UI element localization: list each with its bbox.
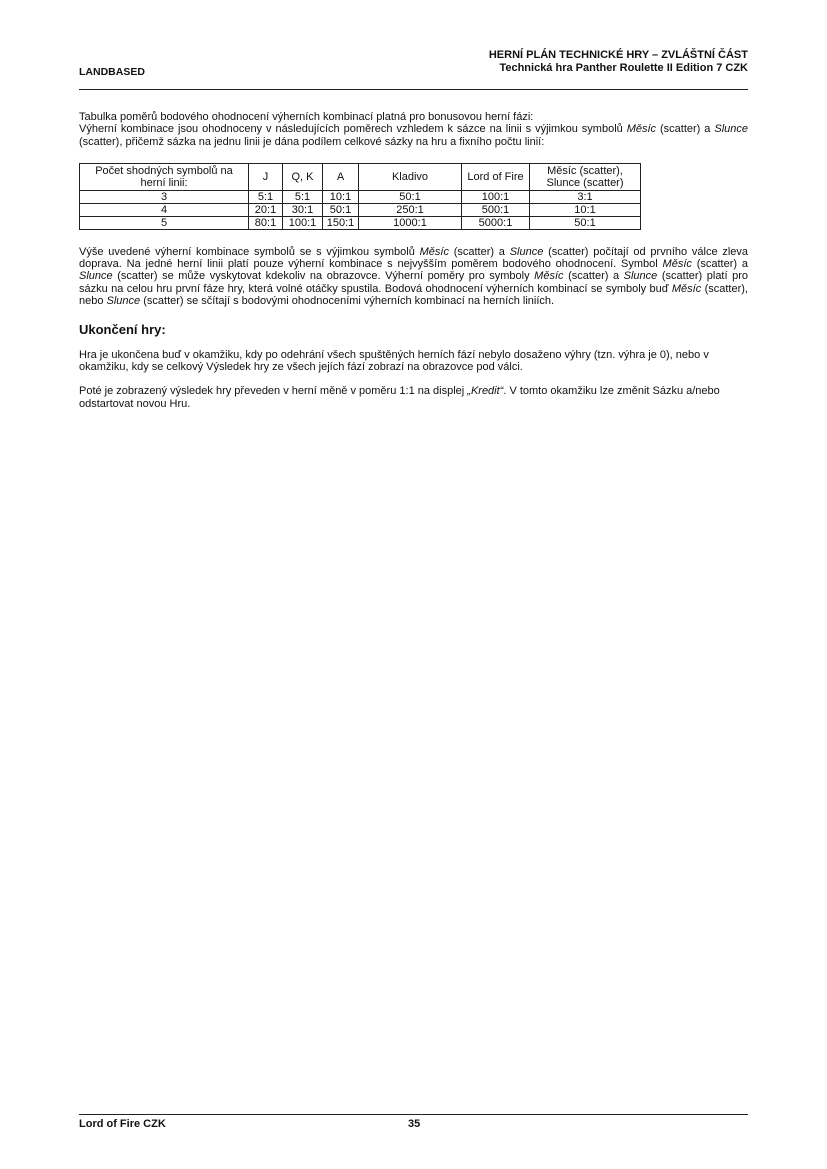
- paragraph-game-end: [79, 349, 748, 374]
- italic-term: Slunce: [714, 123, 748, 136]
- section-heading: Ukončení hry:: [79, 322, 166, 338]
- intro-line-1: [79, 111, 748, 123]
- italic-term: Slunce: [106, 295, 141, 308]
- italic-term: Slunce: [79, 270, 113, 283]
- text-segment: Poté je zobrazený výsledek hry převeden v herní měně v poměru 1:1 na displej: [79, 385, 468, 398]
- payout-cell: 5000:1: [462, 216, 530, 229]
- payout-cell: 5:1: [249, 190, 283, 203]
- text-segment: Hra je ukončena buď v okamžiku, kdy po odehrání všech spuštěných herních fází nebylo dosaženo výhry (tzn. výhra je 0), nebo v okamžiku, kdy se celkový Výsledek hry ze všech jejích fází zobrazí na obrazovce pod válci.: [79, 348, 709, 373]
- intro-line-2: [79, 123, 748, 148]
- header-cell: Počet shodných symbolů na herní linii:: [80, 163, 249, 190]
- header-cell: Lord of Fire: [462, 163, 530, 190]
- header-cell: J: [249, 163, 283, 190]
- text-segment: (scatter) a: [448, 245, 510, 258]
- text-segment: (scatter) se může vyskytovat kdekoliv na obrazovce. Výherní poměry pro symboly: [112, 270, 535, 283]
- payout-cell: 80:1: [249, 216, 283, 229]
- payout-cell: 50:1: [530, 216, 641, 229]
- symbol-count-cell: 5: [80, 216, 249, 229]
- payout-cell: 50:1: [359, 190, 462, 203]
- italic-term: Měsíc: [671, 282, 702, 295]
- payout-cell: 3:1: [530, 190, 641, 203]
- italic-term: Měsíc: [626, 123, 657, 136]
- table-header-row: [80, 163, 641, 190]
- payout-cell: 10:1: [323, 190, 359, 203]
- page-footer: [79, 1114, 748, 1130]
- italic-term: Slunce: [509, 245, 544, 258]
- paragraph-credit: [79, 385, 748, 410]
- header-left-label: LANDBASED: [79, 66, 145, 78]
- payout-cell: 1000:1: [359, 216, 462, 229]
- table-row: [80, 190, 641, 203]
- payout-cell: 30:1: [283, 203, 323, 216]
- payout-cell: 20:1: [249, 203, 283, 216]
- italic-term: Slunce: [623, 270, 658, 283]
- text-segment: Tabulka poměrů bodového ohodnocení výherních kombinací platná pro bonusovou herní fázi:: [79, 111, 534, 123]
- italic-term: Měsíc: [662, 258, 692, 271]
- payout-cell: 100:1: [462, 190, 530, 203]
- header-cell: Měsíc (scatter), Slunce (scatter): [530, 163, 641, 190]
- payout-cell: 50:1: [323, 203, 359, 216]
- text-segment: (scatter), přičemž sázka na jednu linii je dána podílem celkové sázky na hru a fixního počtu linií:: [79, 135, 545, 148]
- text-segment: (scatter) a: [656, 123, 715, 136]
- header-titles: [489, 49, 748, 75]
- header-subtitle: Technická hra Panther Roulette II Edition 7 CZK: [499, 62, 748, 74]
- table-row: [80, 216, 641, 229]
- page-content: [79, 111, 748, 410]
- footer-title: Lord of Fire CZK: [79, 1118, 166, 1130]
- symbol-count-cell: 4: [80, 203, 249, 216]
- italic-term: Měsíc: [419, 245, 449, 258]
- italic-term: Měsíc: [534, 270, 564, 283]
- text-segment: (scatter) a: [691, 258, 748, 271]
- payout-cell: 250:1: [359, 203, 462, 216]
- payout-cell: 10:1: [530, 203, 641, 216]
- text-segment: (scatter) se sčítají s bodovými ohodnoceními výherních kombinací na herních liniích.: [140, 295, 555, 308]
- paragraph-scatter-rules: [79, 246, 748, 307]
- payout-cell: 500:1: [462, 203, 530, 216]
- payout-cell: 100:1: [283, 216, 323, 229]
- payout-cell: 150:1: [323, 216, 359, 229]
- table-row: [80, 203, 641, 216]
- italic-term: „Kredit“: [467, 385, 504, 398]
- header-cell: Q, K: [283, 163, 323, 190]
- symbol-count-cell: 3: [80, 190, 249, 203]
- page-header: [79, 49, 748, 90]
- text-segment: Výherní kombinace jsou ohodnoceny v následujících poměrech vzhledem k sázce na linii s výjimkou symbolů: [79, 123, 627, 136]
- header-cell: Kladivo: [359, 163, 462, 190]
- text-segment: (scatter) počítají od prvního válce zleva doprava. Na jedné herní linii platí pouze výherní kombinace s nejvyšším poměrem bodového ohodnocení. Symbol: [79, 245, 748, 271]
- text-segment: (scatter), nebo: [79, 282, 748, 308]
- page-number: 35: [408, 1118, 421, 1130]
- text-segment: Výše uvedené výherní kombinace symbolů se s výjimkou symbolů: [79, 245, 420, 258]
- header-cell: A: [323, 163, 359, 190]
- text-segment: (scatter) a: [563, 270, 624, 283]
- text-segment: . V tomto okamžiku lze změnit Sázku a/nebo odstartovat novou Hru.: [79, 385, 720, 410]
- payout-table: [79, 163, 641, 230]
- payout-cell: 5:1: [283, 190, 323, 203]
- text-segment: (scatter) platí pro sázku na celou hru první fáze hry, která volné otáčky spustila. Bodová ohodnocení výherních kombinací se symboly buď: [79, 270, 749, 295]
- header-title: HERNÍ PLÁN TECHNICKÉ HRY – ZVLÁŠTNÍ ČÁST: [488, 49, 748, 61]
